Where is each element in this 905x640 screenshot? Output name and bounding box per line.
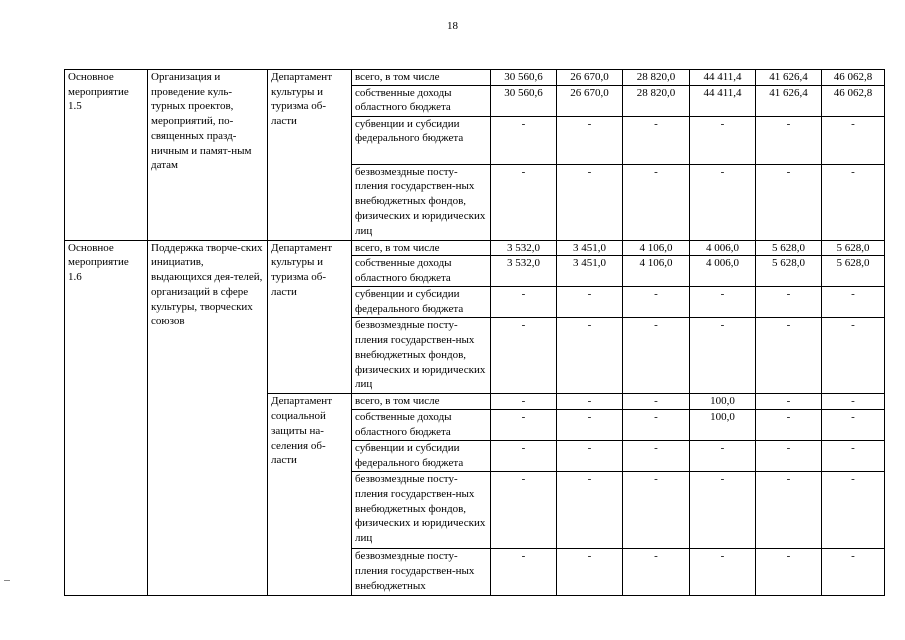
- funding-type-cell: всего, в том числе: [352, 240, 491, 256]
- funding-type-cell: субвенции и субсидии федерального бюджета: [352, 116, 491, 164]
- executor-cell: Департамент социальной защиты на-селения об-ласти: [268, 394, 352, 596]
- value-cell: 4 106,0: [623, 240, 690, 256]
- value-cell: -: [491, 287, 557, 318]
- value-cell: -: [491, 441, 557, 472]
- value-cell: -: [822, 394, 885, 410]
- value-cell: -: [491, 410, 557, 441]
- value-cell: -: [491, 549, 557, 596]
- value-cell: -: [822, 287, 885, 318]
- value-cell: -: [756, 164, 822, 240]
- description-cell: Организация и проведение куль-турных проектов, мероприятий, по-священных празд-ничным и памят-ным датам: [148, 70, 268, 241]
- value-cell: -: [623, 549, 690, 596]
- value-cell: 3 451,0: [557, 240, 623, 256]
- funding-type-cell: собственные доходы областного бюджета: [352, 410, 491, 441]
- scan-mark: [4, 580, 10, 581]
- value-cell: -: [557, 472, 623, 549]
- value-cell: 30 560,6: [491, 85, 557, 116]
- value-cell: 46 062,8: [822, 70, 885, 86]
- value-cell: -: [756, 549, 822, 596]
- page-number: 18: [447, 20, 458, 32]
- value-cell: -: [557, 394, 623, 410]
- value-cell: 28 820,0: [623, 85, 690, 116]
- value-cell: -: [623, 410, 690, 441]
- value-cell: -: [822, 116, 885, 164]
- activity-cell: Основное мероприятие 1.6: [65, 240, 148, 595]
- value-cell: -: [822, 472, 885, 549]
- value-cell: 41 626,4: [756, 85, 822, 116]
- funding-type-cell: безвозмездные посту-пления государствен-ных внебюджетных фондов, физических и юридических лиц: [352, 472, 491, 549]
- value-cell: -: [491, 394, 557, 410]
- value-cell: -: [822, 441, 885, 472]
- value-cell: 5 628,0: [822, 240, 885, 256]
- value-cell: -: [557, 116, 623, 164]
- value-cell: -: [822, 318, 885, 394]
- value-cell: 44 411,4: [690, 85, 756, 116]
- value-cell: -: [491, 116, 557, 164]
- value-cell: 4 006,0: [690, 240, 756, 256]
- executor-cell: Департамент культуры и туризма об-ласти: [268, 240, 352, 394]
- value-cell: -: [623, 287, 690, 318]
- value-cell: 3 532,0: [491, 256, 557, 287]
- value-cell: -: [756, 441, 822, 472]
- value-cell: -: [690, 287, 756, 318]
- value-cell: -: [756, 287, 822, 318]
- value-cell: 5 628,0: [822, 256, 885, 287]
- value-cell: -: [690, 164, 756, 240]
- value-cell: -: [557, 318, 623, 394]
- value-cell: -: [623, 394, 690, 410]
- value-cell: 41 626,4: [756, 70, 822, 86]
- value-cell: 100,0: [690, 410, 756, 441]
- funding-type-cell: безвозмездные посту-пления государствен-ных внебюджетных фондов, физических и юридических лиц: [352, 164, 491, 240]
- value-cell: -: [690, 318, 756, 394]
- value-cell: -: [822, 549, 885, 596]
- value-cell: 26 670,0: [557, 70, 623, 86]
- value-cell: -: [623, 164, 690, 240]
- value-cell: -: [491, 318, 557, 394]
- value-cell: -: [756, 472, 822, 549]
- value-cell: 3 532,0: [491, 240, 557, 256]
- value-cell: -: [690, 472, 756, 549]
- value-cell: 46 062,8: [822, 85, 885, 116]
- value-cell: -: [623, 472, 690, 549]
- value-cell: 5 628,0: [756, 256, 822, 287]
- value-cell: -: [491, 472, 557, 549]
- funding-type-cell: собственные доходы областного бюджета: [352, 256, 491, 287]
- value-cell: 30 560,6: [491, 70, 557, 86]
- funding-type-cell: субвенции и субсидии федерального бюджета: [352, 287, 491, 318]
- value-cell: 5 628,0: [756, 240, 822, 256]
- value-cell: 4 006,0: [690, 256, 756, 287]
- value-cell: -: [557, 287, 623, 318]
- funding-type-cell: безвозмездные посту-пления государствен-ных внебюджетных: [352, 549, 491, 596]
- funding-type-cell: собственные доходы областного бюджета: [352, 85, 491, 116]
- value-cell: -: [822, 410, 885, 441]
- value-cell: 100,0: [690, 394, 756, 410]
- value-cell: -: [690, 441, 756, 472]
- value-cell: -: [690, 116, 756, 164]
- description-cell: Поддержка творче-ских инициатив, выдающихся дея-телей, организаций в сфере культуры, творческих союзов: [148, 240, 268, 595]
- value-cell: -: [557, 549, 623, 596]
- value-cell: -: [756, 410, 822, 441]
- funding-type-cell: безвозмездные посту-пления государствен-ных внебюджетных фондов, физических и юридических лиц: [352, 318, 491, 394]
- funding-type-cell: субвенции и субсидии федерального бюджета: [352, 441, 491, 472]
- value-cell: -: [557, 441, 623, 472]
- value-cell: 26 670,0: [557, 85, 623, 116]
- activity-cell: Основное мероприятие 1.5: [65, 70, 148, 241]
- value-cell: -: [491, 164, 557, 240]
- value-cell: -: [822, 164, 885, 240]
- value-cell: -: [756, 318, 822, 394]
- table-row: [65, 70, 885, 86]
- value-cell: 44 411,4: [690, 70, 756, 86]
- value-cell: -: [557, 410, 623, 441]
- value-cell: -: [623, 318, 690, 394]
- value-cell: -: [623, 441, 690, 472]
- value-cell: -: [756, 394, 822, 410]
- budget-table: [64, 69, 885, 596]
- value-cell: 3 451,0: [557, 256, 623, 287]
- value-cell: -: [756, 116, 822, 164]
- table-row: [65, 240, 885, 256]
- value-cell: -: [557, 164, 623, 240]
- funding-type-cell: всего, в том числе: [352, 70, 491, 86]
- value-cell: 28 820,0: [623, 70, 690, 86]
- value-cell: 4 106,0: [623, 256, 690, 287]
- executor-cell: Департамент культуры и туризма об-ласти: [268, 70, 352, 241]
- value-cell: -: [690, 549, 756, 596]
- funding-type-cell: всего, в том числе: [352, 394, 491, 410]
- value-cell: -: [623, 116, 690, 164]
